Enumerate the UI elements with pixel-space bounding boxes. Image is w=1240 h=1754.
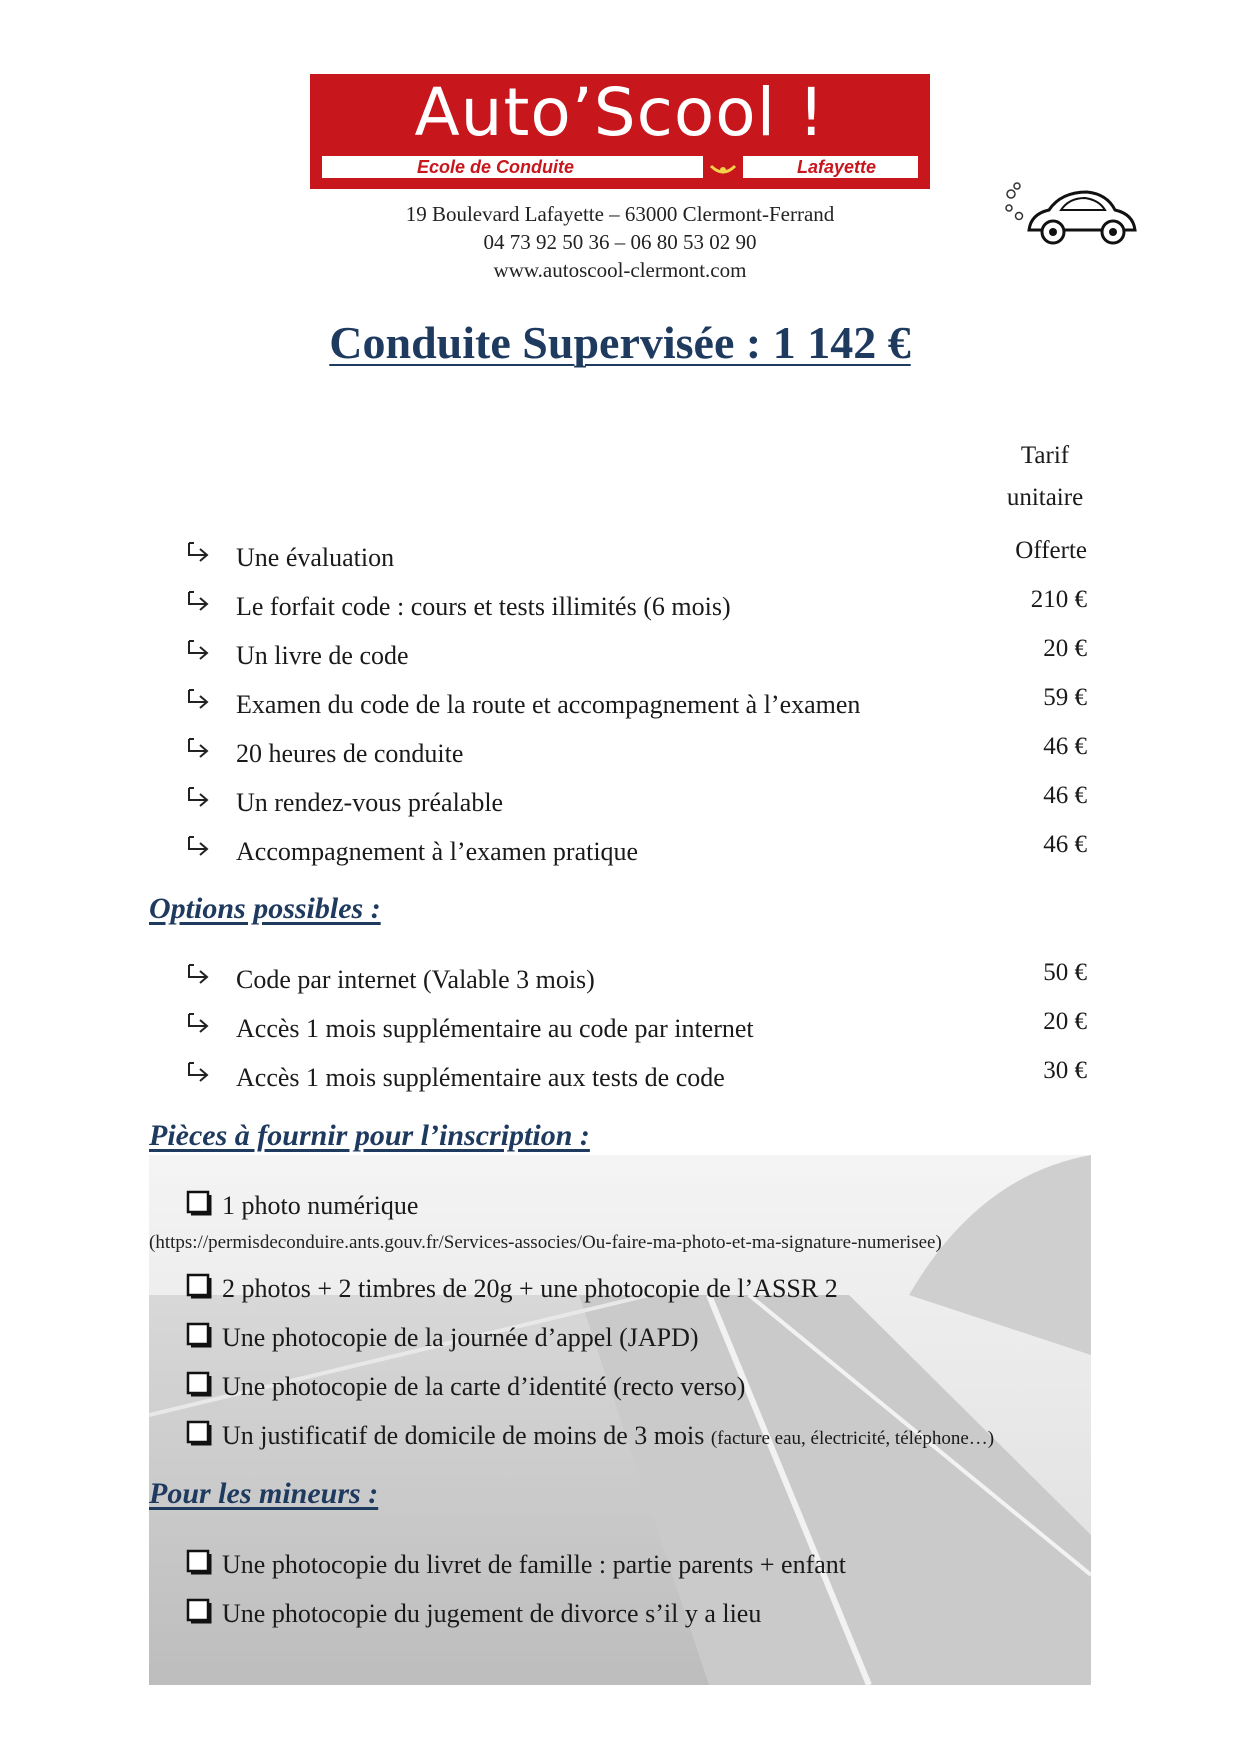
logo-name: Auto’Scool !: [414, 74, 826, 151]
checkbox-icon: [186, 1420, 212, 1446]
arrow-icon: [186, 688, 212, 714]
mineurs-heading: Pour les mineurs :: [149, 1477, 379, 1510]
option-label: Code par internet (Valable 3 mois): [236, 965, 595, 994]
phone-line: 04 73 92 50 36 – 06 80 53 02 90: [483, 230, 757, 254]
mineur-item: Une photocopie du jugement de divorce s’il y a lieu: [222, 1599, 762, 1628]
piece-item: 2 photos + 2 timbres de 20g + une photocopie de l’ASSR 2: [222, 1274, 838, 1303]
piece-photo: 1 photo numérique: [222, 1191, 419, 1220]
logo-right-tag: Lafayette: [796, 157, 876, 177]
checkbox-icon: [186, 1598, 212, 1624]
option-price: 20 €: [1043, 1008, 1087, 1035]
address-line: 19 Boulevard Lafayette – 63000 Clermont-Ferrand: [405, 202, 835, 226]
pieces-heading: Pièces à fournir pour l’inscription :: [149, 1119, 590, 1152]
item-price: 20 €: [1043, 635, 1087, 662]
arrow-icon: [186, 1012, 212, 1038]
arrow-icon: [186, 835, 212, 861]
item-label: Un rendez-vous préalable: [236, 788, 504, 817]
checkbox-icon: [186, 1371, 212, 1397]
arrow-icon: [186, 639, 212, 665]
options-heading: Options possibles :: [149, 892, 381, 925]
photo-url-link[interactable]: (https://permisdeconduire.ants.gouv.fr/Services-associes/Ou-faire-ma-photo-et-ma-signature-numerisee): [149, 1232, 942, 1253]
tarif-header: Tarif: [1020, 442, 1070, 469]
item-price: 59 €: [1043, 684, 1087, 711]
piece-item: Une photocopie de la journée d’appel (JAPD): [222, 1323, 699, 1352]
arrow-icon: [186, 963, 212, 989]
option-price: 30 €: [1043, 1057, 1087, 1084]
item-price: 210 €: [1030, 586, 1087, 613]
option-price: 50 €: [1043, 959, 1087, 986]
item-price: Offerte: [1015, 537, 1087, 564]
item-label: 20 heures de conduite: [236, 739, 464, 768]
tarif-header-sub: unitaire: [1006, 484, 1084, 511]
page-title: Conduite Supervisée : 1 142 €: [329, 317, 911, 368]
arrow-icon: [186, 541, 212, 567]
checkbox-icon: [186, 1273, 212, 1299]
piece-domicile: [222, 1421, 994, 1451]
item-price: 46 €: [1043, 831, 1087, 858]
arrow-icon: [186, 1061, 212, 1087]
piece-domicile-note: (facture eau, électricité, téléphone…): [710, 1428, 995, 1449]
piece-domicile-label: Un justificatif de domicile de moins de 3 mois: [222, 1421, 705, 1450]
item-label: Une évaluation: [236, 543, 395, 572]
item-label: Examen du code de la route et accompagnement à l’examen: [236, 690, 861, 719]
smiley-face-icon: [693, 144, 753, 184]
piece-item: Une photocopie de la carte d’identité (recto verso): [222, 1372, 746, 1401]
option-label: Accès 1 mois supplémentaire au code par internet: [236, 1014, 754, 1043]
mineur-item: Une photocopie du livret de famille : partie parents + enfant: [222, 1550, 846, 1579]
checkbox-icon: [186, 1190, 212, 1216]
checkbox-icon: [186, 1549, 212, 1575]
item-price: 46 €: [1043, 733, 1087, 760]
item-price: 46 €: [1043, 782, 1087, 809]
item-label: Accompagnement à l’examen pratique: [236, 837, 639, 866]
arrow-icon: [186, 590, 212, 616]
item-label: Le forfait code : cours et tests illimités (6 mois): [236, 592, 731, 621]
logo-band: [322, 156, 918, 178]
arrow-icon: [186, 786, 212, 812]
arrow-icon: [186, 737, 212, 763]
logo: [310, 74, 930, 189]
item-label: Un livre de code: [236, 641, 409, 670]
logo-left-tag: Ecole de Conduite: [417, 157, 575, 177]
website-link[interactable]: www.autoscool-clermont.com: [493, 258, 747, 282]
car-icon: [1003, 178, 1143, 250]
option-label: Accès 1 mois supplémentaire aux tests de code: [236, 1063, 725, 1092]
checkbox-icon: [186, 1322, 212, 1348]
